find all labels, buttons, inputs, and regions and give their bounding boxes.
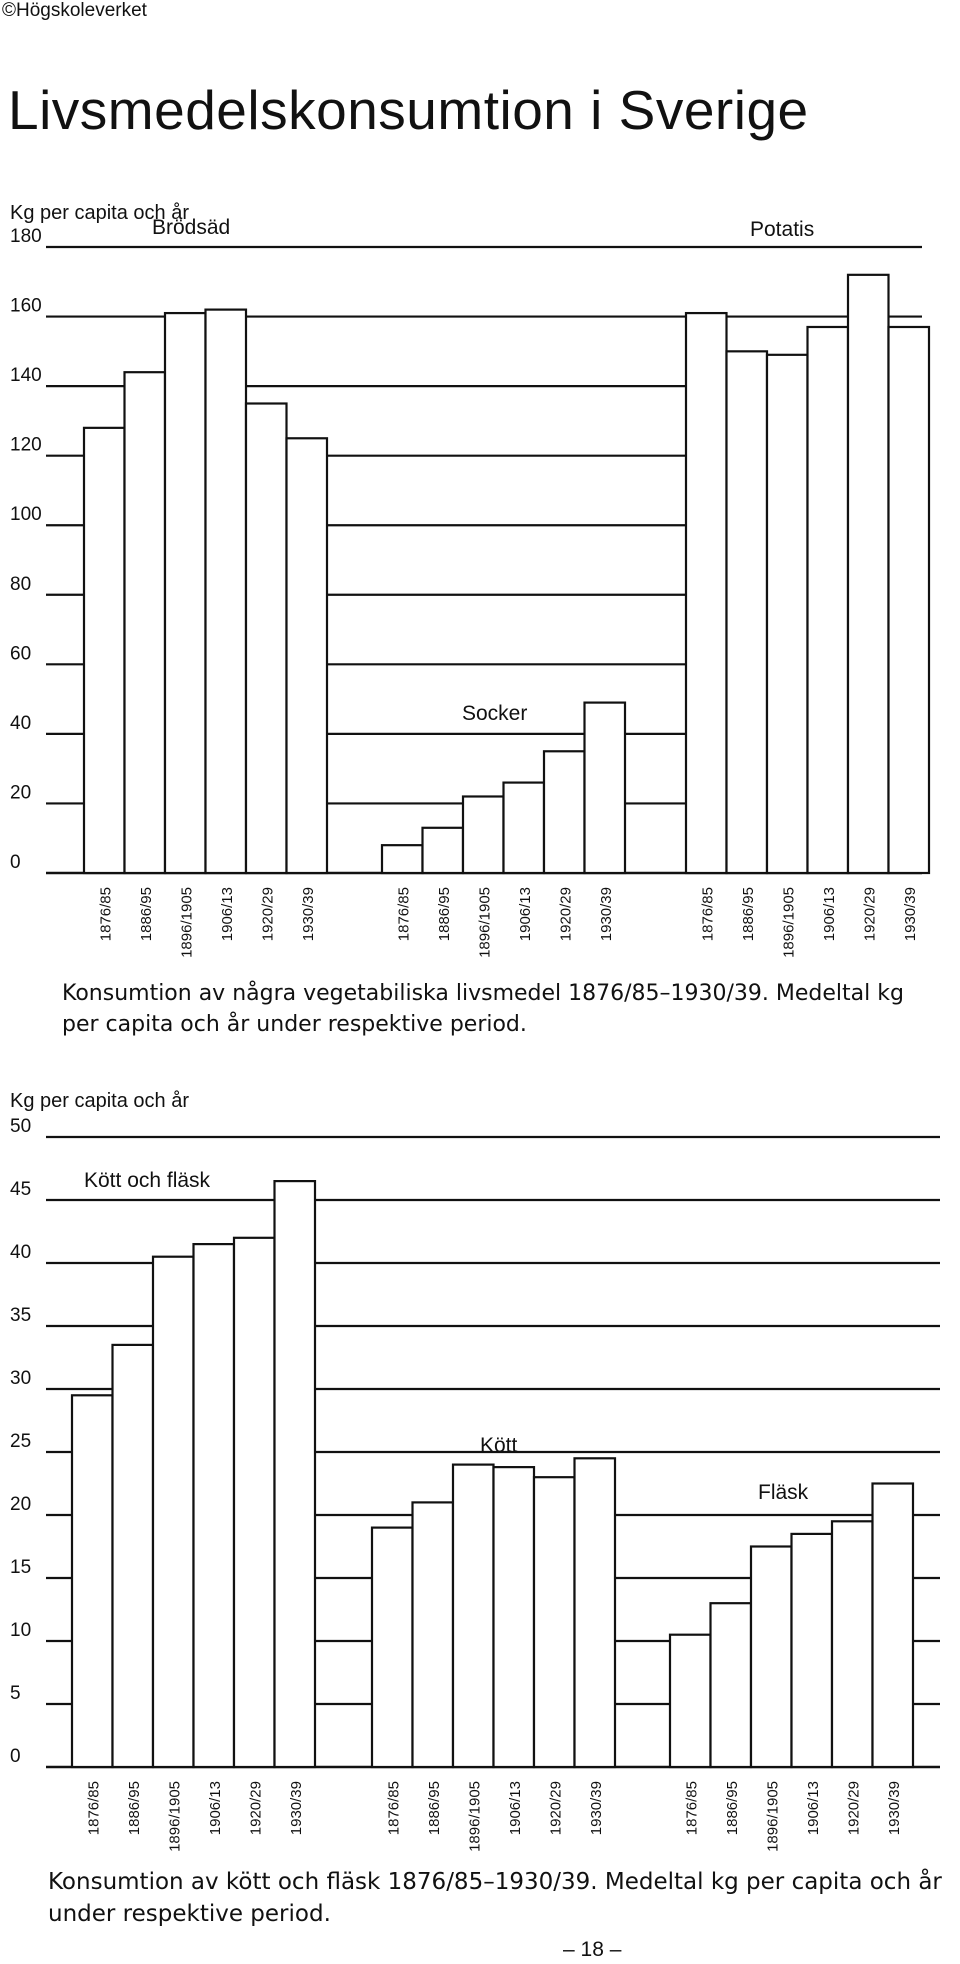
y-tick-label: 10 [10, 1620, 32, 1641]
x-tick-label: 1896/1905 [466, 1781, 484, 1852]
bar-kott-och-flask-1930-39 [275, 1181, 316, 1767]
x-tick-label: 1886/95 [137, 887, 155, 942]
y-tick-label: 15 [10, 1557, 32, 1578]
x-tick-label: 1930/39 [901, 887, 919, 942]
bar-kott-och-flask-1876-85 [72, 1395, 113, 1767]
x-tick-label: 1876/85 [85, 1781, 103, 1836]
x-tick-label: 1886/95 [125, 1781, 143, 1836]
y-tick-label: 140 [10, 365, 42, 387]
bar-flask-1886-95 [711, 1603, 752, 1767]
x-tick-label: 1886/95 [723, 1781, 741, 1836]
x-tick-label: 1930/39 [299, 887, 317, 942]
bar-kott-1920-29 [534, 1477, 575, 1767]
page-title: Livsmedelskonsumtion i Sverige [8, 79, 809, 141]
y-axis-label: Kg per capita och år [10, 202, 189, 224]
page-number: – 18 – [563, 1938, 622, 1961]
y-tick-label: 5 [10, 1683, 21, 1704]
copyright-notice: ©Högskoleverket [2, 0, 147, 21]
x-tick-label: 1876/85 [699, 887, 717, 942]
x-tick-label: 1920/29 [547, 1781, 565, 1836]
group-label-brodsad: Brödsäd [152, 216, 231, 239]
bar-potatis-1906-13 [808, 327, 849, 873]
group-label-socker: Socker [462, 702, 528, 725]
y-tick-label: 160 [10, 295, 42, 317]
bar-kott-1876-85 [372, 1528, 413, 1767]
bar-socker-1896-1905 [463, 796, 504, 873]
bar-socker-1920-29 [544, 751, 585, 873]
bar-brodsad-1886-95 [125, 372, 166, 873]
bar-flask-1920-29 [832, 1521, 873, 1767]
y-tick-label: 25 [10, 1431, 32, 1452]
vegetable-consumption-chart [0, 200, 960, 980]
x-tick-label: 1876/85 [395, 887, 413, 942]
bar-potatis-1876-85 [686, 313, 727, 873]
bar-brodsad-1906-13 [206, 310, 247, 873]
bar-kott-1896-1905 [453, 1465, 494, 1767]
x-tick-label: 1930/39 [587, 1781, 605, 1836]
x-tick-label: 1906/13 [516, 887, 534, 942]
y-tick-label: 50 [10, 1116, 32, 1137]
x-tick-label: 1920/29 [845, 1781, 863, 1836]
x-tick-label: 1896/1905 [780, 887, 798, 958]
x-tick-label: 1876/85 [385, 1781, 403, 1836]
x-tick-label: 1920/29 [861, 887, 879, 942]
x-tick-label: 1896/1905 [764, 1781, 782, 1852]
group-label-potatis: Potatis [750, 218, 815, 241]
x-tick-label: 1906/13 [218, 887, 236, 942]
group-label-kott-och-flask: Kött och fläsk [84, 1169, 211, 1192]
bar-socker-1886-95 [423, 828, 464, 873]
x-tick-label: 1906/13 [804, 1781, 822, 1836]
y-tick-label: 100 [10, 504, 42, 526]
x-tick-label: 1920/29 [247, 1781, 265, 1836]
bar-kott-1930-39 [575, 1458, 616, 1767]
bar-brodsad-1930-39 [287, 438, 328, 873]
y-tick-label: 45 [10, 1179, 32, 1200]
y-tick-label: 80 [10, 573, 32, 595]
x-tick-label: 1876/85 [683, 1781, 701, 1836]
bar-brodsad-1896-1905 [165, 313, 206, 873]
y-axis-label: Kg per capita och år [10, 1090, 189, 1112]
bar-socker-1876-85 [382, 845, 423, 873]
x-tick-label: 1920/29 [259, 887, 277, 942]
y-tick-label: 0 [10, 1746, 21, 1767]
y-tick-label: 40 [10, 1242, 32, 1263]
y-tick-label: 60 [10, 643, 32, 665]
x-tick-label: 1930/39 [597, 887, 615, 942]
x-tick-label: 1886/95 [435, 887, 453, 942]
x-tick-label: 1896/1905 [166, 1781, 184, 1852]
y-tick-label: 35 [10, 1305, 32, 1326]
group-label-flask: Fläsk [758, 1481, 809, 1504]
bar-potatis-1920-29 [848, 275, 889, 873]
x-tick-label: 1886/95 [739, 887, 757, 942]
bar-brodsad-1920-29 [246, 404, 287, 874]
bar-flask-1930-39 [873, 1484, 914, 1768]
chart1-caption: Konsumtion av några vegetabiliska livsmedel 1876/85–1930/39. Medeltal kg per capita och år under respektive period. [62, 981, 904, 1037]
y-tick-label: 120 [10, 434, 42, 456]
bar-potatis-1896-1905 [767, 355, 808, 873]
y-tick-label: 30 [10, 1368, 32, 1389]
y-tick-label: 40 [10, 712, 32, 734]
y-tick-label: 20 [10, 1494, 32, 1515]
bar-flask-1896-1905 [751, 1547, 792, 1768]
chart2-caption: Konsumtion av kött och fläsk 1876/85–1930/39. Medeltal kg per capita och år under respektive period. [48, 1869, 942, 1927]
x-tick-label: 1930/39 [885, 1781, 903, 1836]
bar-kott-och-flask-1886-95 [113, 1345, 154, 1767]
bar-brodsad-1876-85 [84, 428, 125, 873]
x-tick-label: 1896/1905 [178, 887, 196, 958]
x-tick-label: 1906/13 [820, 887, 838, 942]
x-tick-label: 1920/29 [557, 887, 575, 942]
bar-kott-och-flask-1896-1905 [153, 1257, 194, 1767]
group-label-kott: Kött [480, 1434, 518, 1457]
bar-potatis-1930-39 [889, 327, 930, 873]
x-tick-label: 1896/1905 [476, 887, 494, 958]
meat-consumption-chart [0, 1085, 960, 1865]
x-tick-label: 1906/13 [206, 1781, 224, 1836]
y-tick-label: 20 [10, 782, 32, 804]
bar-kott-1886-95 [413, 1502, 454, 1767]
y-tick-label: 180 [10, 226, 42, 247]
bar-socker-1930-39 [585, 703, 626, 873]
bar-kott-och-flask-1920-29 [234, 1238, 275, 1767]
x-tick-label: 1906/13 [506, 1781, 524, 1836]
bar-kott-och-flask-1906-13 [194, 1244, 235, 1767]
bar-socker-1906-13 [504, 783, 545, 873]
bar-flask-1876-85 [670, 1635, 711, 1767]
bar-potatis-1886-95 [727, 351, 768, 873]
x-tick-label: 1886/95 [425, 1781, 443, 1836]
x-tick-label: 1876/85 [97, 887, 115, 942]
x-tick-label: 1930/39 [287, 1781, 305, 1836]
y-tick-label: 0 [10, 852, 21, 873]
bar-flask-1906-13 [792, 1534, 833, 1767]
bar-kott-1906-13 [494, 1467, 535, 1767]
